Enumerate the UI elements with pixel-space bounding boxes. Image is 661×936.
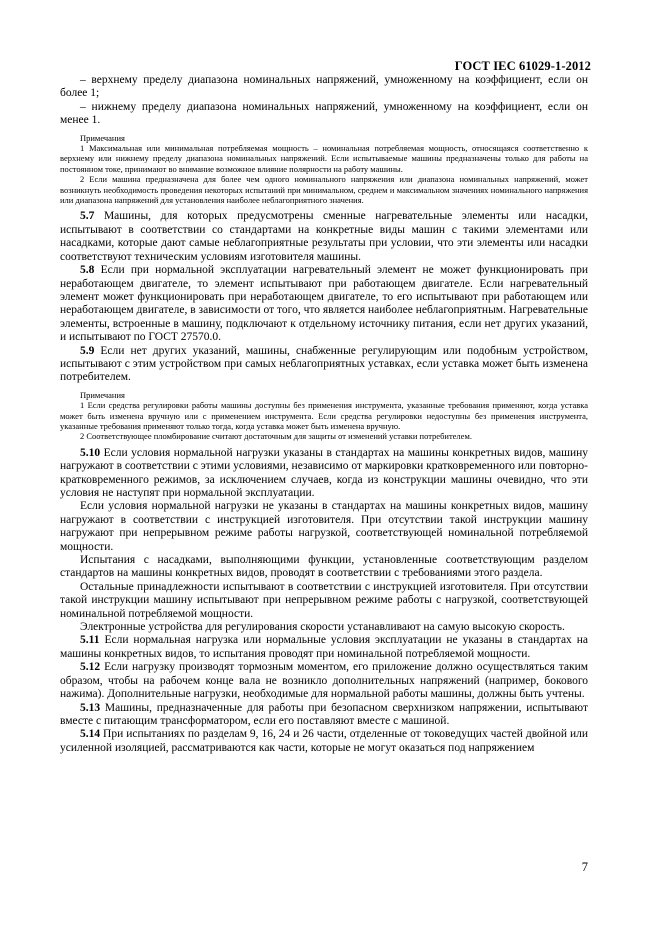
section-text: Если условия нормальной нагрузки указаны в стандартах на машины конкретных видов, машину нагружают в соответствии с этими условиями, независимо от маркировки кратковременного или повторно-кратковременного режимов, за исключением случаев, когда из конструкции машины очевидно, что эти условия не наступят при нормальной эксплуатации. bbox=[60, 446, 588, 499]
section-text: Машины, предназначенные для работы при безопасном сверхнизком напряжении, испытывают вместе с питающим трансформатором, если его поставляют вместе с машиной. bbox=[60, 701, 588, 727]
section-number: 5.14 bbox=[80, 728, 101, 741]
section-number: 5.13 bbox=[80, 701, 101, 714]
intro-item-upper: – верхнему пределу диапазона номинальных напряжений, умноженному на коэффициент, если он более 1; bbox=[60, 74, 588, 100]
section-5-13 bbox=[60, 702, 588, 729]
notes-heading: Примечания bbox=[80, 389, 125, 400]
page-number: 7 bbox=[581, 860, 588, 874]
section-5-10 bbox=[60, 447, 588, 501]
notes-block-1 bbox=[60, 133, 588, 206]
section-text: Если нормальная нагрузка или нормальные условия эксплуатации не указаны в стандартах на машины конкретных видов, то испытания проводят при номинальной потребляемой мощности. bbox=[60, 634, 588, 660]
section-5-11 bbox=[60, 634, 588, 661]
section-text: Машины, для которых предусмотрены сменные нагревательные элементы или насадки, испытывают в соответствии со стандартами на конкретные виды машин с такими элементами или насадками, которые дают самые неблагоприятные результаты при условии, что эти элементы или насадки соответствуют техническим условиям изготовителя машины. bbox=[60, 210, 588, 263]
document-body bbox=[60, 74, 588, 755]
section-text: Если при нормальной эксплуатации нагревательный элемент не может функционировать при неработающем двигателе, то элемент испытывают при работающем двигателе. Если нагревательный элемент может функционировать при неработающем двигателе, то его испытывают при работающем или неработающем двигателе, в зависимости от того, что является наиболее неблагоприятным. Нагревательные элементы, встроенные в машину, подключают к отдельному источнику питания, если нет других указаний, и испытывают по ГОСТ 27570.0. bbox=[60, 264, 588, 344]
section-number: 5.8 bbox=[80, 264, 95, 277]
section-5-10-paragraph: Электронные устройства для регулирования скорости устанавливают на самую высокую скорость. bbox=[80, 621, 565, 634]
section-5-9 bbox=[60, 345, 588, 385]
note-item: 1 Если средства регулировки работы машины доступны без применения инструмента, указанные требования применяют, когда уставка может быть изменена вручную или с применением инструмента. Если средства регулировки недоступны без применения инструмента, указанные требования применяют только тогда, когда уставка может быть изменена вручную. bbox=[60, 400, 588, 431]
section-text: Если нагрузку производят тормозным моментом, его приложение должно осуществляться таким образом, чтобы на рабочем конце вала не возникло дополнительных напряжений (например, бокового нажима). Дополнительные нагрузки, необходимые для нормальной работы машины, должны быть учтены. bbox=[60, 661, 588, 701]
section-5-10-paragraph: Остальные принадлежности испытывают в соответствии с инструкцией изготовителя. При отсутствии такой инструкции машину испытывают при непрерывном режиме работы с нагрузкой, соответствующей номинальной потребляемой мощности. bbox=[60, 580, 588, 620]
document-header: ГОСТ IEC 61029-1-2012 bbox=[454, 59, 591, 73]
section-5-14 bbox=[60, 728, 588, 755]
notes-block-2 bbox=[60, 390, 588, 442]
section-5-12 bbox=[60, 661, 588, 701]
section-number: 5.12 bbox=[80, 661, 101, 674]
section-5-7 bbox=[60, 210, 588, 264]
notes-heading: Примечания bbox=[80, 132, 125, 143]
section-text: Если нет других указаний, машины, снабженные регулирующим или подобным устройством, испытывают с этим устройством при самых неблагоприятных уставках, если уставка может быть изменена потребителем. bbox=[60, 344, 588, 384]
section-number: 5.11 bbox=[80, 634, 100, 647]
section-5-10-paragraph: Если условия нормальной нагрузки не указаны в стандартах на машины конкретных видов, машину нагружают в соответствии с инструкцией изготовителя. При отсутствии такой инструкции машину нагружают при непрерывном режиме работы нагрузкой, соответствующей номинальной потребляемой мощности. bbox=[60, 500, 588, 553]
section-text: При испытаниях по разделам 9, 16, 24 и 26 части, отделенные от токоведущих частей двойной или усиленной изоляцией, рассматриваются как части, которые не могут оказаться под напряжением bbox=[60, 728, 588, 754]
note-item: 2 Соответствующее пломбирование считают достаточным для защиты от изменений уставки потребителем. bbox=[80, 431, 472, 442]
note-item: 1 Максимальная или минимальная потребляемая мощность – номинальная потребляемая мощность, относящаяся соответственно к верхнему или нижнему пределу диапазона номинальных напряжений. Если испытываемые машины предназначены только для работы на постоянном токе, принимают во внимание возможное влияние полярности на работу машины. bbox=[60, 143, 588, 174]
section-number: 5.10 bbox=[80, 446, 101, 459]
section-number: 5.9 bbox=[80, 344, 95, 357]
intro-item-lower: – нижнему пределу диапазона номинальных напряжений, умноженному на коэффициент, если он менее 1. bbox=[60, 100, 588, 127]
note-item: 2 Если машина предназначена для более чем одного номинального напряжения или диапазона номинальных напряжений, может возникнуть необходимость проведения некоторых испытаний при минимальном, среднем и максимальном значениях номинального напряжения или диапазона напряжений для установления наиболее неблагоприятного значения. bbox=[60, 174, 588, 206]
section-5-10-paragraph: Испытания с насадками, выполняющими функции, установленные соответствующим разделом стандартов на машины конкретных видов, проводят в соответствии с требованиями этого раздела. bbox=[60, 554, 588, 580]
section-5-8 bbox=[60, 264, 588, 344]
section-number: 5.7 bbox=[80, 210, 95, 223]
